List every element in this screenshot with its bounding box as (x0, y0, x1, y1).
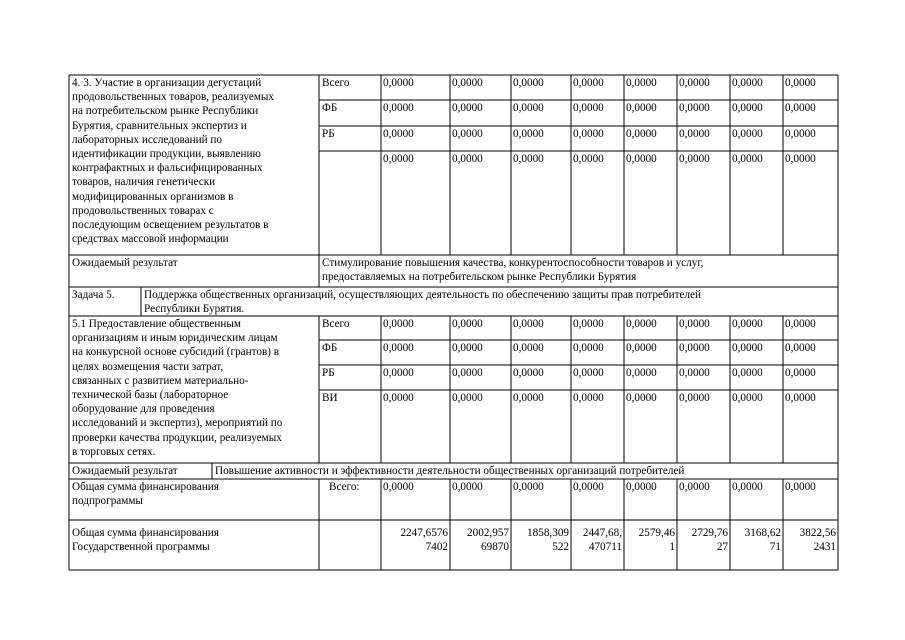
value-cell: 0,0000 (732, 318, 763, 330)
total-state-value: 2729,76 27 (691, 527, 728, 554)
value-cell: 0,0000 (785, 318, 816, 330)
value-cell: 0,0000 (626, 128, 657, 140)
total-subprogram-value: 0,0000 (573, 481, 604, 493)
value-cell: 0,0000 (573, 392, 604, 404)
value-cell: 0,0000 (383, 318, 414, 330)
expected-result-2-text: Повышение активности и эффективности деятельности общественных организаций потребителей (215, 465, 685, 477)
value-cell: 0,0000 (383, 102, 414, 114)
value-cell: 0,0000 (452, 367, 483, 379)
value-cell: 0,0000 (452, 128, 483, 140)
total-state-value: 1858,309 522 (527, 527, 569, 554)
value-cell: 0,0000 (732, 392, 763, 404)
total-subprogram-value: 0,0000 (785, 481, 816, 493)
measure-4-3-title: 4. 3. Участие в организации дегустаций продовольственных товаров, реализуемых на потребительском рынке Республики Бурятия, сравнительных экспертиз и лабораторных исследований по идентификации продукции, выявлению контрафактных и фальсифицированных товаров, наличия генетически модифицированных организмов в продовольственных товарах с последующим освещением результатов в средствах массовой информации (72, 77, 275, 246)
value-cell: 0,0000 (626, 342, 657, 354)
total-state-value: 2579,46 1 (638, 527, 675, 554)
value-cell: 0,0000 (785, 128, 816, 140)
value-cell: 0,0000 (452, 153, 483, 165)
value-cell: 0,0000 (383, 128, 414, 140)
value-cell: 0,0000 (785, 102, 816, 114)
value-cell: 0,0000 (452, 102, 483, 114)
source-label: ФБ (322, 102, 338, 114)
value-cell: 0,0000 (513, 342, 544, 354)
measure-5-1-title: 5.1 Предоставление общественным организациям и иным юридическим лицам на конкурсной основе субсидий (грантов) в целях возмещения части затрат, связанных с развитием материально- технической базы (лабораторное оборудование для проведения исследований и экспертиз), мероприятий по проверки качества продукции, реализуемых в торговых сетях. (72, 318, 283, 458)
value-cell: 0,0000 (513, 318, 544, 330)
task-5-text: Поддержка общественных организаций, осуществляющих деятельность по обеспечению защиты прав потребителей Республики Бурятия. (144, 289, 701, 316)
source-label: РБ (322, 367, 335, 379)
value-cell: 0,0000 (513, 102, 544, 114)
value-cell: 0,0000 (383, 77, 414, 89)
value-cell: 0,0000 (785, 342, 816, 354)
value-cell: 0,0000 (679, 128, 710, 140)
value-cell: 0,0000 (732, 342, 763, 354)
value-cell: 0,0000 (573, 342, 604, 354)
value-cell: 0,0000 (383, 392, 414, 404)
total-state-value: 3822,56 2431 (799, 527, 836, 554)
total-subprogram-source: Всего: (329, 481, 360, 493)
value-cell: 0,0000 (785, 392, 816, 404)
value-cell: 0,0000 (383, 342, 414, 354)
value-cell: 0,0000 (732, 77, 763, 89)
value-cell: 0,0000 (452, 392, 483, 404)
task-5-label: Задача 5. (72, 289, 115, 301)
value-cell: 0,0000 (626, 153, 657, 165)
source-label: Всего (322, 77, 350, 89)
total-state-program-label: Общая сумма финансирования Государственной программы (72, 527, 219, 554)
value-cell: 0,0000 (513, 367, 544, 379)
value-cell: 0,0000 (452, 318, 483, 330)
source-label (319, 151, 381, 255)
source-label: РБ (322, 128, 335, 140)
value-cell: 0,0000 (626, 77, 657, 89)
source-label: ФБ (322, 342, 338, 354)
value-cell: 0,0000 (513, 153, 544, 165)
value-cell: 0,0000 (626, 392, 657, 404)
value-cell: 0,0000 (679, 342, 710, 354)
value-cell: 0,0000 (573, 153, 604, 165)
value-cell: 0,0000 (732, 367, 763, 379)
value-cell: 0,0000 (679, 392, 710, 404)
value-cell: 0,0000 (679, 102, 710, 114)
value-cell: 0,0000 (573, 128, 604, 140)
total-state-value: 2447,68, 470711 (582, 527, 622, 554)
total-subprogram-value: 0,0000 (383, 481, 414, 493)
expected-result-2-label: Ожидаемый результат (72, 465, 178, 477)
value-cell: 0,0000 (679, 153, 710, 165)
value-cell: 0,0000 (573, 318, 604, 330)
value-cell: 0,0000 (679, 77, 710, 89)
value-cell: 0,0000 (732, 102, 763, 114)
value-cell: 0,0000 (383, 367, 414, 379)
value-cell: 0,0000 (452, 77, 483, 89)
value-cell: 0,0000 (626, 318, 657, 330)
expected-result-text: Стимулирование повышения качества, конкурентоспособности товаров и услуг, предоставляемых на потребительском рынке Республики Бурятия (322, 257, 704, 284)
value-cell: 0,0000 (513, 128, 544, 140)
total-state-value: 2002,957 69870 (467, 527, 509, 554)
value-cell: 0,0000 (732, 153, 763, 165)
value-cell: 0,0000 (679, 318, 710, 330)
total-subprogram-value: 0,0000 (626, 481, 657, 493)
value-cell: 0,0000 (626, 367, 657, 379)
value-cell: 0,0000 (679, 367, 710, 379)
total-subprogram-label: Общая сумма финансирования подпрограммы (72, 481, 219, 508)
total-subprogram-value: 0,0000 (732, 481, 763, 493)
total-subprogram-value: 0,0000 (679, 481, 710, 493)
total-state-value: 3168,62 71 (744, 527, 781, 554)
value-cell: 0,0000 (452, 342, 483, 354)
total-subprogram-value: 0,0000 (452, 481, 483, 493)
source-label: ВИ (322, 392, 338, 404)
value-cell: 0,0000 (732, 128, 763, 140)
value-cell: 0,0000 (513, 77, 544, 89)
value-cell: 0,0000 (573, 367, 604, 379)
value-cell: 0,0000 (573, 77, 604, 89)
source-label: Всего (322, 318, 350, 330)
value-cell: 0,0000 (383, 153, 414, 165)
value-cell: 0,0000 (573, 102, 604, 114)
total-subprogram-value: 0,0000 (513, 481, 544, 493)
value-cell: 0,0000 (785, 367, 816, 379)
value-cell: 0,0000 (513, 392, 544, 404)
total-state-value: 2247,6576 7402 (400, 527, 448, 554)
expected-result-label: Ожидаемый результат (72, 257, 178, 269)
value-cell: 0,0000 (785, 153, 816, 165)
value-cell: 0,0000 (626, 102, 657, 114)
value-cell: 0,0000 (785, 77, 816, 89)
